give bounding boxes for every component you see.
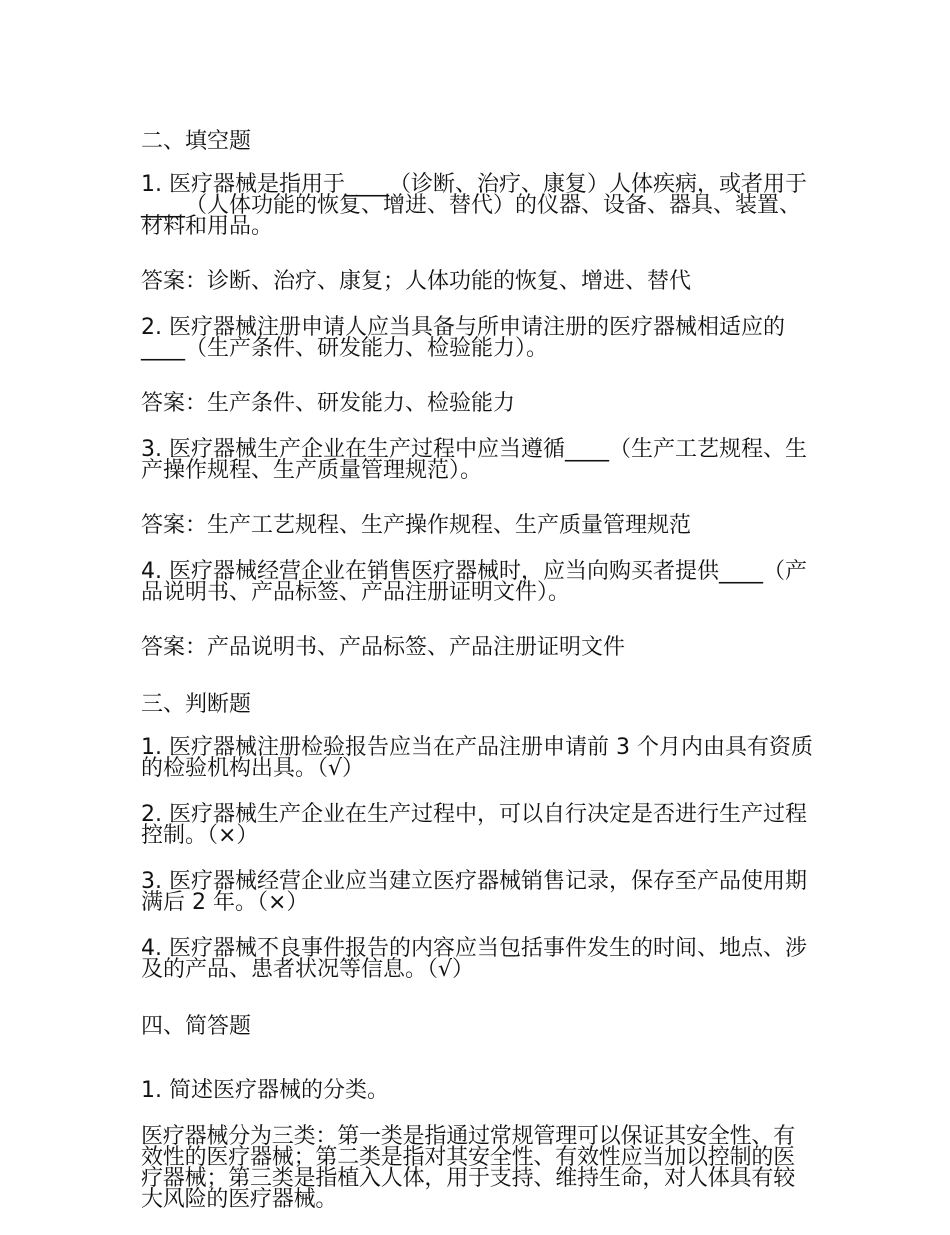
true-false-item-1: 1. 医疗器械注册检验报告应当在产品注册申请前 3 个月内由具有资质的检验机构出具。（√）	[141, 735, 813, 781]
true-false-item-4: 4. 医疗器械不良事件报告的内容应当包括事件发生的时间、地点、涉及的产品、患者状况等信息。（√）	[141, 936, 807, 982]
short-answer-question-1: 1. 简述医疗器械的分类。	[141, 1078, 389, 1103]
fill-blank-question-1: 1. 医疗器械是指用于____（诊断、治疗、康复）人体疾病，或者用于____（人体功能的恢复、增进、替代）的仪器、设备、器具、装置、材料和用品。	[141, 172, 807, 239]
section-heading-short-answer: 四、简答题	[141, 1014, 252, 1039]
fill-blank-answer-3: 答案：生产工艺规程、生产操作规程、生产质量管理规范	[141, 513, 692, 538]
short-answer-answer-1: 医疗器械分为三类：第一类是指通过常规管理可以保证其安全性、有效性的医疗器械；第二类是指对其安全性、有效性应当加以控制的医疗器械；第三类是指植入人体，用于支持、维持生命，对人体具有较大风险的医疗器械。	[141, 1124, 796, 1212]
fill-blank-question-2: 2. 医疗器械注册申请人应当具备与所申请注册的医疗器械相适应的____（生产条件、研发能力、检验能力）。	[141, 315, 785, 361]
fill-blank-answer-4: 答案：产品说明书、产品标签、产品注册证明文件	[141, 635, 626, 660]
fill-blank-answer-2: 答案：生产条件、研发能力、检验能力	[141, 391, 516, 416]
fill-blank-answer-1: 答案：诊断、治疗、康复；人体功能的恢复、增进、替代	[141, 269, 692, 294]
fill-blank-question-4: 4. 医疗器械经营企业在销售医疗器械时，应当向购买者提供____（产品说明书、产品标签、产品注册证明文件）。	[141, 559, 807, 605]
fill-blank-question-3: 3. 医疗器械生产企业在生产过程中应当遵循____（生产工艺规程、生产操作规程、生产质量管理规范）。	[141, 437, 807, 483]
true-false-item-2: 2. 医疗器械生产企业在生产过程中，可以自行决定是否进行生产过程控制。（×）	[141, 802, 807, 848]
section-heading-true-false: 三、判断题	[141, 692, 252, 717]
section-heading-fill-blank: 二、填空题	[141, 129, 252, 154]
document-page	[141, 120, 813, 1235]
true-false-item-3: 3. 医疗器械经营企业应当建立医疗器械销售记录，保存至产品使用期满后 2 年。（×）	[141, 869, 807, 915]
